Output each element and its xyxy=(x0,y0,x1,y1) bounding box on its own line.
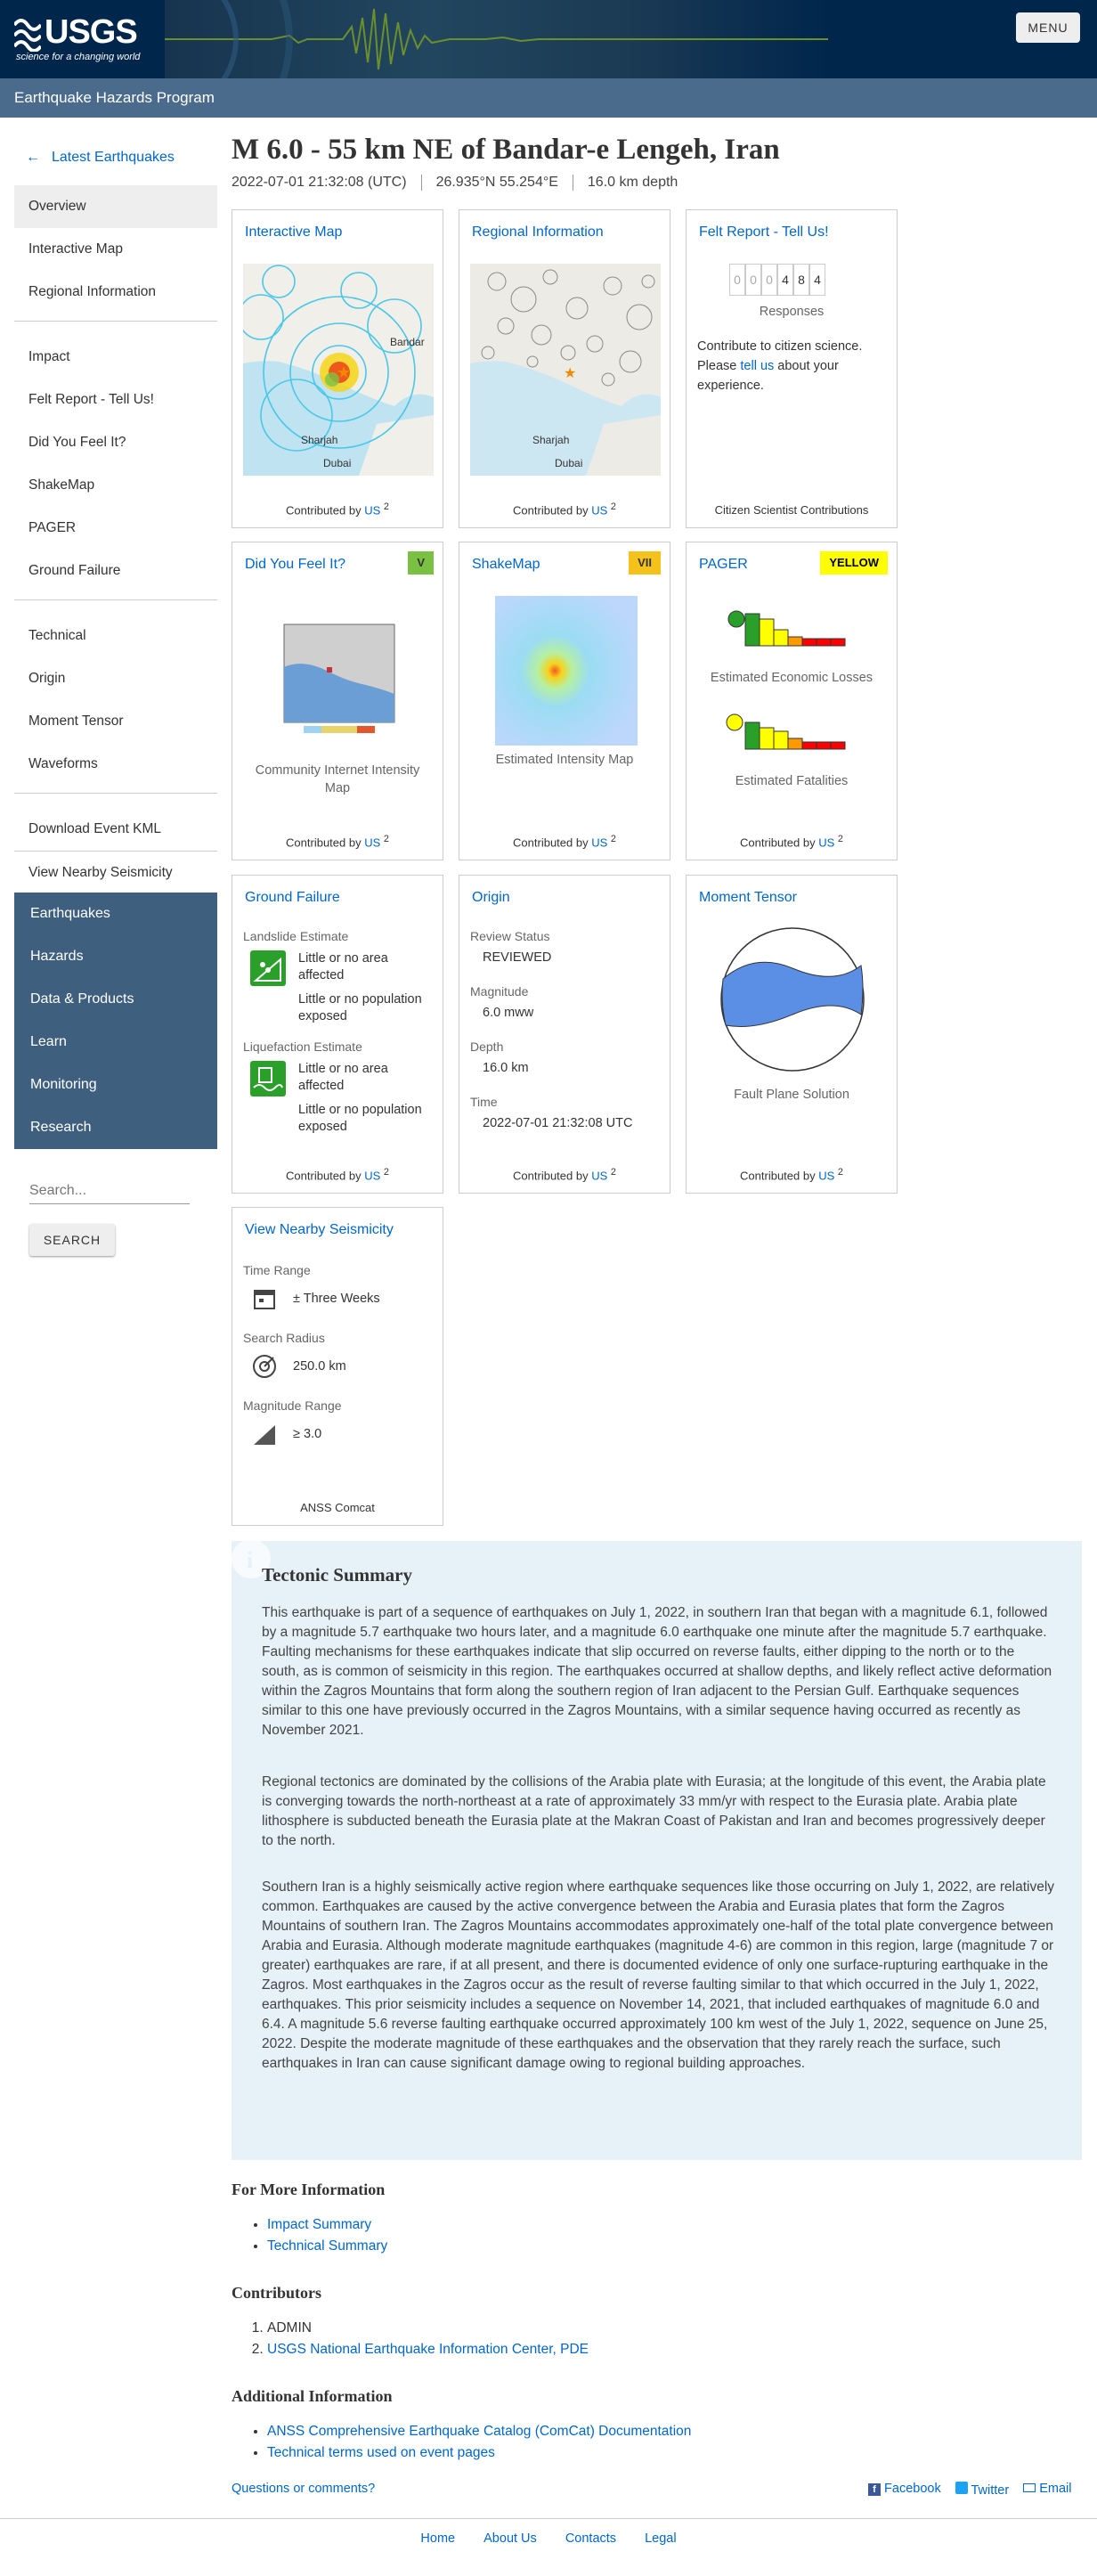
review-status-value: REVIEWED xyxy=(483,950,552,965)
contributor-link[interactable]: US xyxy=(591,503,608,517)
contributed-by: Contributed by US $^2$ xyxy=(286,501,389,517)
site-nav-learn[interactable]: Learn xyxy=(30,1034,67,1049)
regional-information-card[interactable] xyxy=(459,209,670,528)
epicenter-star-icon: ★ xyxy=(564,366,577,381)
header-banner-image xyxy=(165,0,828,78)
site-nav-research[interactable]: Research xyxy=(30,1120,92,1135)
seismogram-graphic xyxy=(165,0,828,78)
divider xyxy=(14,793,217,794)
dyfi-card[interactable] xyxy=(232,542,443,860)
beachball-icon[interactable] xyxy=(719,925,866,1073)
pager-losses-histogram[interactable] xyxy=(726,610,859,660)
additional-info-heading: Additional Information xyxy=(232,2387,393,2405)
search-radius-label: Search Radius xyxy=(243,1331,325,1345)
divider xyxy=(14,321,217,322)
footer-legal-link[interactable]: Legal xyxy=(645,2531,677,2546)
svg-text:i: i xyxy=(247,1547,254,1573)
dyfi-map-thumbnail[interactable] xyxy=(277,596,402,738)
pager-fatalities-histogram[interactable] xyxy=(726,713,859,763)
shakemap-intensity-badge: VII xyxy=(629,551,661,575)
radius-target-icon xyxy=(252,1354,277,1379)
site-header xyxy=(0,0,1097,78)
site-nav-monitoring[interactable]: Monitoring xyxy=(30,1077,97,1092)
sidebar-item-shakemap[interactable]: ShakeMap xyxy=(28,477,95,493)
menu-button[interactable]: MENU xyxy=(1016,12,1080,43)
event-depth: 16.0 km depth xyxy=(573,175,692,191)
magnitude-value: 6.0 mww xyxy=(483,1006,534,1020)
pager-fatalities-caption: Estimated Fatalities xyxy=(735,774,849,788)
magnitude-range-label: Magnitude Range xyxy=(243,1398,342,1413)
tectonic-paragraph: This earthquake is part of a sequence of earthquakes on July 1, 2022, in southern Iran that began with a magnitude 6.1, followed by a magnitude 5.7 earthquake two hours later, and a magnitude 6.0 earthquake one minute after the magnitude 5.7 earthquake. Faulting mechanisms for these earthquakes indicate that slip occurred on reverse faults, either dipping to the north or to the south, as is common of seismicity in this region. The earthquakes occurred at shallow depths, and likely reflect active deformation within the Zagros Mountains that form along the southern region of Iran adjacent to the Persian Gulf. Earthquake sequences similar to this one have previously occurred in the Zagros Mountains, with a similar sequence having occurred as recently as November 2021. xyxy=(262,1605,1052,1738)
time-range-value: ± Three Weeks xyxy=(293,1292,380,1306)
site-nav xyxy=(14,893,217,1149)
page-title: M 6.0 - 55 km NE of Bandar-e Lengeh, Iran xyxy=(232,134,780,166)
facebook-link[interactable]: f Facebook xyxy=(868,2482,941,2498)
tell-us-link[interactable]: tell us xyxy=(740,359,775,373)
event-time: 2022-07-01 21:32:08 (UTC) xyxy=(232,175,407,190)
site-nav-hazards[interactable]: Hazards xyxy=(30,949,84,964)
contributed-by: Contributed by US $^2$ xyxy=(286,833,389,849)
felt-report-link[interactable]: Felt Report - Tell Us! xyxy=(699,224,829,240)
origin-link[interactable]: Origin xyxy=(472,890,510,905)
contributed-by: Contributed by US $^2$ xyxy=(740,1166,843,1182)
response-counter xyxy=(729,264,825,296)
counter-digit: 8 xyxy=(793,264,809,296)
counter-digit: 0 xyxy=(745,264,761,296)
sidebar-item-origin[interactable]: Origin xyxy=(28,671,66,686)
anss-comcat-label: ANSS Comcat xyxy=(300,1501,375,1514)
more-info-list xyxy=(267,2214,387,2257)
contributed-by: Contributed by US $^2$ xyxy=(513,1166,616,1182)
map-label-sharjah: Sharjah xyxy=(532,434,570,446)
technical-summary-link[interactable]: Technical Summary xyxy=(267,2238,388,2254)
usgs-logo-text: USGS xyxy=(45,13,137,51)
sidebar-item-interactive-map[interactable]: Interactive Map xyxy=(28,241,123,257)
depth-label: Depth xyxy=(470,1039,504,1054)
review-status-label: Review Status xyxy=(470,929,550,943)
interactive-map-thumbnail[interactable] xyxy=(243,264,434,476)
ground-failure-link[interactable]: Ground Failure xyxy=(245,890,340,905)
twitter-icon xyxy=(955,2482,968,2494)
email-link[interactable]: Email xyxy=(1023,2482,1071,2498)
sidebar-item-waveforms[interactable]: Waveforms xyxy=(28,756,98,771)
contributed-by: Contributed by US $^2$ xyxy=(513,501,616,517)
sidebar-item-download-kml[interactable]: Download Event KML xyxy=(28,821,162,836)
tectonic-paragraph: Regional tectonics are dominated by the collisions of the Arabia plate with Eurasia; at the longitude of this event, the Arabia plate is converging towards the north-northeast at a rate of approximately 33 mm/yr with respect to the Eurasia plate. Arabia plate lithosphere is subducted beneath the Eurasia plate at the Makran Coast of Pakistan and Iran and becomes progressively deeper to the north. xyxy=(262,1774,1046,1848)
pager-alert-badge: YELLOW xyxy=(820,551,888,575)
contributed-by: Contributed by US $^2$ xyxy=(513,833,616,849)
dyfi-intensity-badge: V xyxy=(408,551,434,575)
sidebar-item-impact[interactable]: Impact xyxy=(28,349,70,364)
moment-tensor-card[interactable] xyxy=(686,875,898,1194)
shakemap-link[interactable]: ShakeMap xyxy=(472,557,540,572)
footer-contacts-link[interactable]: Contacts xyxy=(565,2531,617,2546)
sidebar-item-dyfi[interactable]: Did You Feel It? xyxy=(28,435,126,450)
footer-divider xyxy=(0,2518,1097,2519)
felt-report-card[interactable] xyxy=(686,209,898,528)
email-icon xyxy=(1023,2483,1036,2492)
contributor-link[interactable]: US xyxy=(364,836,381,849)
dyfi-link[interactable]: Did You Feel It? xyxy=(245,557,345,572)
map-label-dubai: Dubai xyxy=(323,457,352,469)
time-value: 2022-07-01 21:32:08 UTC xyxy=(483,1116,633,1130)
counter-digit: 4 xyxy=(809,264,825,296)
nearby-seismicity-link[interactable]: View Nearby Seismicity xyxy=(245,1222,394,1237)
site-nav-data-products[interactable]: Data & Products xyxy=(30,991,134,1007)
sidebar-item-pager[interactable]: PAGER xyxy=(28,520,77,535)
arrow-left-icon: ← xyxy=(26,150,40,165)
landslide-population: Little or no population exposed xyxy=(298,992,422,1023)
footer-home-link[interactable]: Home xyxy=(420,2531,456,2546)
additional-info-list xyxy=(267,2421,691,2464)
map-label-sharjah: Sharjah xyxy=(301,434,338,446)
divider xyxy=(14,599,217,600)
responses-label: Responses xyxy=(759,305,825,319)
contributor-item: 1. ADMIN xyxy=(267,2318,589,2339)
comcat-docs-link[interactable]: ANSS Comprehensive Earthquake Catalog (ComCat) Documentation xyxy=(267,2424,692,2439)
felt-text: Contribute to citizen science. Please tell us about your experience. xyxy=(697,339,863,393)
tectonic-summary xyxy=(232,1541,1082,2160)
interactive-map-link[interactable]: Interactive Map xyxy=(245,224,343,240)
tectonic-summary-title: Tectonic Summary xyxy=(262,1564,412,1586)
footer-nav xyxy=(0,2531,1097,2546)
facebook-icon: f xyxy=(868,2483,881,2496)
counter-digit: 4 xyxy=(777,264,793,296)
latest-earthquakes-link[interactable] xyxy=(14,143,217,173)
contributed-by: Contributed by US $^2$ xyxy=(286,1166,389,1182)
counter-digit: 0 xyxy=(761,264,777,296)
liquefaction-population: Little or no population exposed xyxy=(298,1103,422,1134)
origin-card[interactable] xyxy=(459,875,670,1194)
citizen-scientist-label: Citizen Scientist Contributions xyxy=(714,503,869,517)
depth-value: 16.0 km xyxy=(483,1061,529,1075)
sidebar-item-ground-failure[interactable]: Ground Failure xyxy=(28,563,121,578)
contributed-by: Contributed by US $^2$ xyxy=(740,833,843,849)
event-meta xyxy=(232,175,692,191)
sidebar-item-technical[interactable]: Technical xyxy=(28,628,86,643)
neic-link[interactable]: USGS National Earthquake Information Center, PDE xyxy=(267,2342,589,2357)
magnitude-ramp-icon xyxy=(252,1422,277,1447)
event-location: 26.935°N 55.254°E xyxy=(421,175,573,191)
search-button[interactable]: SEARCH xyxy=(29,1224,115,1256)
contributor-link[interactable]: US xyxy=(364,1169,381,1182)
social-links xyxy=(868,2482,1072,2498)
fault-plane-caption: Fault Plane Solution xyxy=(734,1088,849,1102)
liquefaction-area: Little or no area affected xyxy=(298,1062,388,1093)
counter-digit: 0 xyxy=(729,264,745,296)
regional-map-thumbnail[interactable] xyxy=(470,264,661,476)
magnitude-label: Magnitude xyxy=(470,984,529,999)
time-range-label: Time Range xyxy=(243,1263,311,1277)
site-nav-earthquakes[interactable]: Earthquakes xyxy=(30,906,110,921)
shakemap-caption: Estimated Intensity Map xyxy=(495,753,634,767)
contributor-link[interactable]: US xyxy=(591,1169,608,1182)
dyfi-caption: Community Internet Intensity Map xyxy=(255,763,420,795)
sidebar-item-regional-information[interactable]: Regional Information xyxy=(28,284,157,299)
tectonic-paragraph: Southern Iran is a highly seismically active region where earthquake sequences like those occurring on July 1, 2022, are relatively common. Earthquakes are caused by the active convergence between the Arabia and Eurasia plates that form the Zagros Mountains of southern Iran. The Zagros Mountains accommodates approximately one-half of the total plate convergence between Arabia and Eurasia. Although moderate magnitude earthquakes (magnitude 4-6) are common in this region, large (magnitude 7 or greater) earthquakes are rare, if at all present, and there is documented evidence of only one surface-rupturing earthquake in the Zagros. Most earthquakes in the Zagros occur as the result of reverse faulting similar to that which occurred in the July 1, 2022, earthquakes. This prior seismicity includes a sequence on November 14, 2021, that included earthquakes of magnitude 6.0 and 6.4. A magnitude 5.6 reverse faulting earthquake occurred approximately 100 km west of the July 1, 2022, sequence on June 25, 2022. Despite the moderate magnitude of these earthquakes and the observation that they rarely reach the surface, such earthquakes in Iran can cause significant damage owing to regional building approaches. xyxy=(262,1879,1055,2071)
sidebar-item-nearby-seismicity[interactable]: View Nearby Seismicity xyxy=(28,865,173,880)
landslide-label: Landslide Estimate xyxy=(243,929,349,943)
footer-about-link[interactable]: About Us xyxy=(483,2531,537,2546)
pager-card[interactable] xyxy=(686,542,898,860)
contributors-heading: Contributors xyxy=(232,2284,322,2302)
contributors-list xyxy=(267,2318,589,2360)
usgs-logo-wave-icon xyxy=(14,16,41,52)
interactive-map-card[interactable] xyxy=(232,209,443,528)
more-info-heading: For More Information xyxy=(232,2181,386,2198)
back-label: Latest Earthquakes xyxy=(52,150,175,165)
calendar-icon xyxy=(252,1286,277,1311)
ground-failure-card[interactable] xyxy=(232,875,443,1194)
sidebar xyxy=(14,143,217,894)
landslide-area: Little or no area affected xyxy=(298,951,388,982)
liquefaction-icon xyxy=(250,1061,286,1096)
pager-link[interactable]: PAGER xyxy=(699,557,748,572)
epicenter-star-icon: ★ xyxy=(337,363,352,381)
moment-tensor-link[interactable]: Moment Tensor xyxy=(699,890,797,905)
questions-link[interactable]: Questions or comments? xyxy=(232,2482,376,2496)
magnitude-range-value: ≥ 3.0 xyxy=(293,1427,322,1441)
landslide-icon xyxy=(250,950,286,986)
liquefaction-label: Liquefaction Estimate xyxy=(243,1039,362,1054)
nearby-seismicity-card[interactable] xyxy=(232,1207,443,1526)
regional-information-link[interactable]: Regional Information xyxy=(472,224,604,240)
contributor-link[interactable]: US xyxy=(818,1169,835,1182)
twitter-link[interactable]: Twitter xyxy=(955,2482,1009,2498)
sidebar-item-overview[interactable]: Overview xyxy=(14,185,217,228)
shakemap-card[interactable] xyxy=(459,542,670,860)
map-label-dubai: Dubai xyxy=(555,457,583,469)
shakemap-thumbnail[interactable] xyxy=(495,596,638,746)
program-title[interactable]: Earthquake Hazards Program xyxy=(14,89,215,106)
time-label: Time xyxy=(470,1095,498,1109)
usgs-tagline: science for a changing world xyxy=(16,52,141,62)
contributor-link[interactable]: US xyxy=(364,503,381,517)
impact-summary-link[interactable]: Impact Summary xyxy=(267,2217,372,2232)
sidebar-item-moment-tensor[interactable]: Moment Tensor xyxy=(28,713,124,729)
search-radius-value: 250.0 km xyxy=(293,1359,346,1374)
technical-terms-link[interactable]: Technical terms used on event pages xyxy=(267,2445,495,2460)
search-input[interactable] xyxy=(29,1178,190,1204)
sidebar-item-felt-report[interactable]: Felt Report - Tell Us! xyxy=(28,392,154,407)
contributor-link[interactable]: US xyxy=(818,836,835,849)
pager-losses-caption: Estimated Economic Losses xyxy=(710,671,874,685)
contributor-link[interactable]: US xyxy=(591,836,608,849)
map-label-bandar: Bandar xyxy=(390,336,425,348)
program-bar xyxy=(0,78,1097,118)
